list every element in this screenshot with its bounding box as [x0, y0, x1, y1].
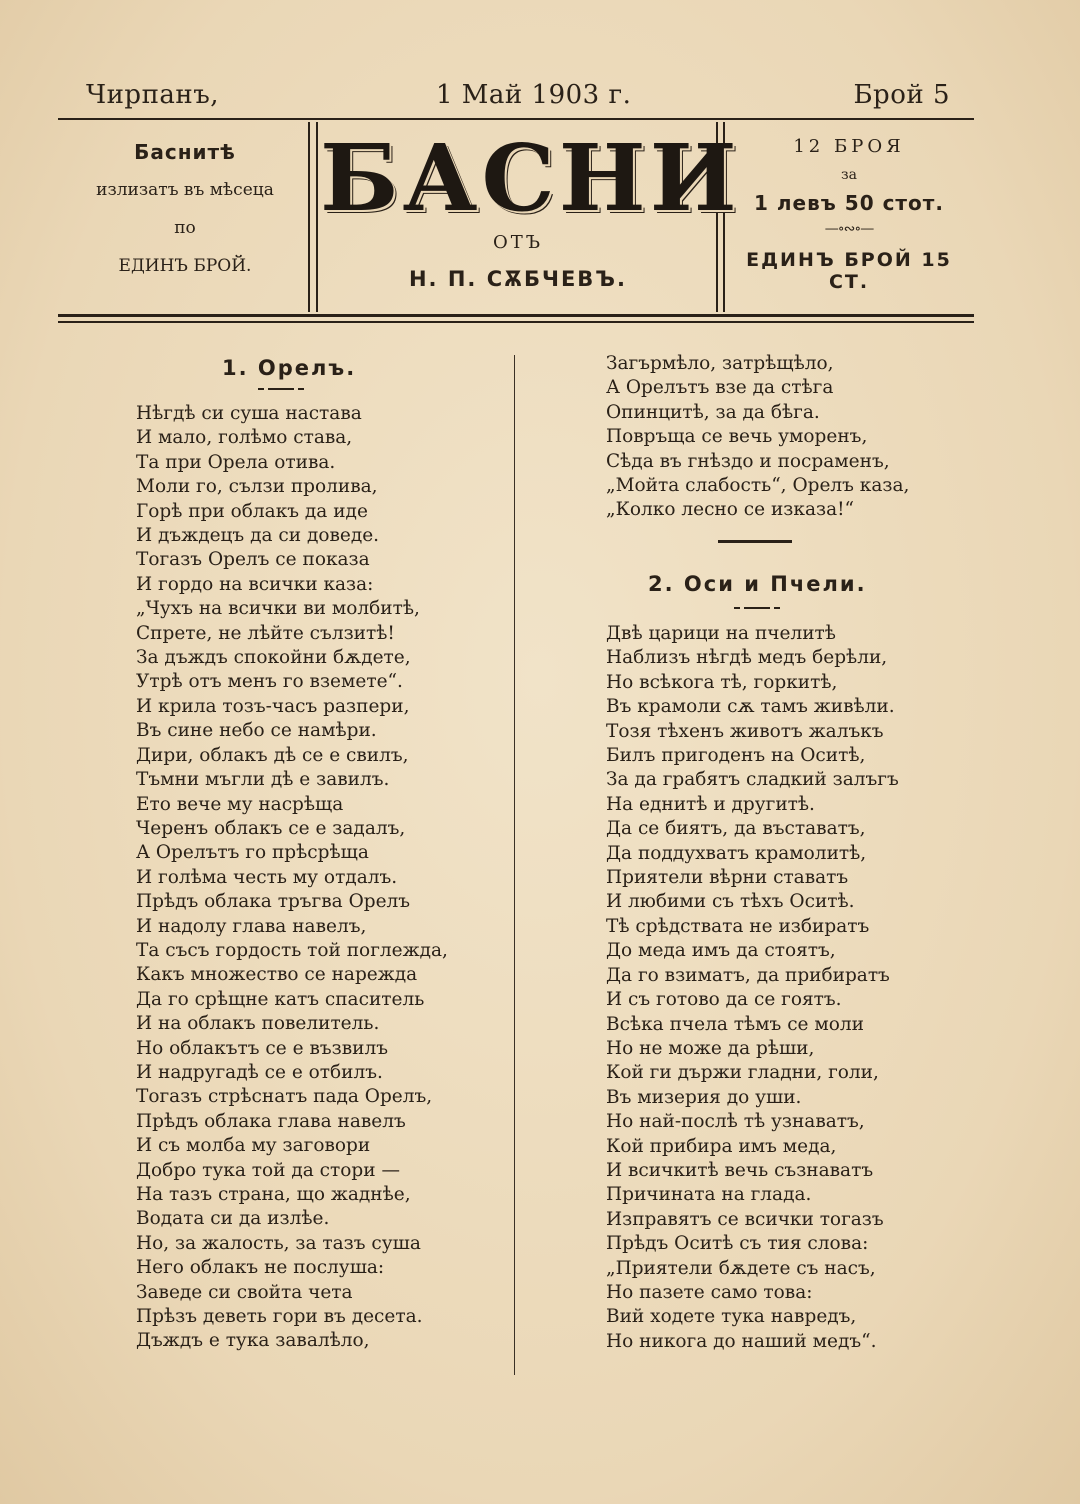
- date-label: 1 Май 1903 г.: [436, 80, 632, 110]
- verse-line: И съ молба му заговори: [136, 1135, 371, 1157]
- verse-line: И съ готово да се гоятъ.: [606, 989, 842, 1011]
- verse-line: Сѣда въ гнѣздо и посраменъ,: [606, 450, 890, 472]
- verse-line: А Орелътъ взе да стѣга: [606, 377, 834, 399]
- verse-line: Да поддухватъ крамолитѣ,: [606, 842, 867, 864]
- publication-info: [62, 140, 308, 276]
- verse-line: Него облакъ не послуша:: [136, 1257, 385, 1279]
- column-divider: [514, 355, 515, 1375]
- verse-line: До меда имъ да стоятъ,: [606, 940, 836, 962]
- verse-line: И крила тозъ-часъ разпери,: [136, 695, 410, 717]
- fable-title: 2. Оси и Пчели.: [648, 572, 867, 596]
- verse-line: Ето вече му насрѣща: [136, 793, 344, 815]
- verse-line: Но никога до наший медъ“.: [606, 1330, 877, 1352]
- newspaper-title: БАСНИ: [320, 124, 741, 232]
- verse-line: На еднитѣ и другитѣ.: [606, 793, 815, 815]
- verse-line: Кой прибира имъ меда,: [606, 1135, 837, 1157]
- verse-line: Въ крамоли сѫ тамъ живѣли.: [606, 696, 895, 718]
- verse-line: Спрете, не лѣйте сълзитѣ!: [136, 622, 395, 644]
- verse-line: Но облакътъ се е възвилъ: [136, 1037, 388, 1059]
- verse-line: Прѣзъ деветь гори въ десета.: [136, 1306, 423, 1328]
- verse-line: Да се биятъ, да въставатъ,: [606, 818, 866, 840]
- verse-line: Да го срѣщне катъ спаситель: [136, 988, 425, 1010]
- price-info: [726, 136, 972, 293]
- title-dash: [744, 607, 770, 609]
- price-info-line: ЕДИНЪ БРОЙ 15 СТ.: [746, 249, 952, 293]
- verse-line: Прѣдъ Оситѣ съ тия слова:: [606, 1233, 869, 1255]
- verse-line: Да го взиматъ, да прибиратъ: [606, 964, 890, 986]
- price-info-line: 12 БРОЯ: [793, 136, 905, 157]
- publication-info-line: излизатъ въ мѣсеца: [96, 180, 274, 200]
- masthead-bottom-rule: [58, 314, 974, 323]
- verse-line: И дъждецъ да си доведе.: [136, 525, 380, 547]
- verse-line: Моли го, сълзи пролива,: [136, 476, 378, 498]
- verse-line: Нѣгдѣ си суша настава: [136, 403, 362, 424]
- verse-line: Но, за жалость, за тазъ суша: [136, 1232, 421, 1254]
- verse-line: Тъмни мъгли дѣ е завилъ.: [136, 769, 390, 791]
- verse-line: Прѣдъ облака глава навелъ: [136, 1110, 406, 1132]
- verse-line: Горѣ при облакъ да иде: [136, 500, 368, 522]
- verse-line: И гордо на всички каза:: [136, 573, 374, 595]
- from-label: ОТЪ: [492, 232, 544, 253]
- issue-label: Брой 5: [853, 80, 950, 110]
- verse-line: „Приятели бѫдете съ насъ,: [606, 1257, 876, 1279]
- verse-line: Дъждъ е тука завалѣло,: [136, 1330, 370, 1352]
- verse-line: Заведе си свойта чета: [136, 1281, 353, 1303]
- verse-line: Тогазъ Орелъ се показа: [136, 549, 370, 571]
- verse-line: Загърмѣло, затрѣщѣло,: [606, 353, 834, 374]
- author-name: Н. П. СѪБЧЕВЪ.: [408, 267, 628, 291]
- price-info-line: 1 левъ 50 стот.: [754, 191, 944, 215]
- verse-line: Въ мизерия до уши.: [606, 1086, 802, 1108]
- publication-info-line: ЕДИНЪ БРОЙ.: [118, 256, 252, 276]
- fable-text-column: [606, 352, 956, 523]
- verse-line: Изправятъ се всички тогазъ: [606, 1208, 884, 1230]
- price-info-line: за: [841, 167, 857, 183]
- verse-line: „Чухъ на всички ви молбитѣ,: [136, 598, 420, 620]
- fable-end-rule: [718, 540, 792, 543]
- verse-line: Та съсъ гордость той поглежда,: [136, 939, 448, 961]
- verse-line: Тѣ срѣдствата не избиратъ: [606, 915, 870, 937]
- verse-line: Прѣдъ облака тръгва Орелъ: [136, 891, 411, 913]
- verse-line: За дъждъ спокойни бѫдете,: [136, 647, 411, 669]
- fable-title: 1. Орелъ.: [222, 356, 357, 380]
- verse-line: Какъ множество се нарежда: [136, 964, 418, 986]
- verse-line: Билъ пригоденъ на Оситѣ,: [606, 745, 866, 767]
- verse-line: И всичкитѣ вечь съзнаватъ: [606, 1159, 874, 1181]
- verse-line: За да грабятъ сладкий залъгъ: [606, 769, 899, 791]
- fable-text-column: [136, 402, 506, 1354]
- verse-line: Приятели вѣрни ставатъ: [606, 867, 849, 889]
- verse-line: Черенъ облакъ се е задалъ,: [136, 817, 406, 839]
- verse-line: И мало, голѣмо става,: [136, 427, 353, 449]
- verse-line: „Мойта слабость“, Орелъ каза,: [606, 475, 910, 497]
- verse-line: Опинцитѣ, за да бѣга.: [606, 401, 820, 423]
- verse-line: Тозя тѣхенъ животъ жалъкъ: [606, 720, 884, 742]
- verse-line: Утрѣ отъ менъ го вземете“.: [136, 671, 403, 693]
- verse-line: „Колко лесно се изказа!“: [606, 499, 854, 521]
- title-dash: [268, 388, 294, 390]
- verse-line: И голѣма честь му отдалъ.: [136, 866, 398, 888]
- masthead-title-block: [320, 124, 741, 291]
- verse-line: Та при Орела отива.: [136, 451, 336, 473]
- verse-line: Наблизъ нѣгдѣ медъ берѣли,: [606, 647, 888, 669]
- verse-line: И надолу глава навелъ,: [136, 915, 367, 937]
- verse-line: Тогазъ стрѣснатъ пада Орелъ,: [136, 1086, 433, 1108]
- verse-line: Вий ходете тука навредъ,: [606, 1306, 857, 1328]
- ornament-divider: —∘∾∘—: [824, 221, 874, 237]
- verse-line: Двѣ царици на пчелитѣ: [606, 623, 836, 644]
- verse-line: На тазъ страна, що жаднѣе,: [136, 1184, 411, 1205]
- verse-line: Но не може да рѣши,: [606, 1037, 815, 1059]
- masthead-divider: [316, 122, 318, 312]
- verse-line: Но най-послѣ тѣ узнаватъ,: [606, 1111, 865, 1133]
- verse-line: Дири, облакъ дѣ се е свилъ,: [136, 744, 409, 766]
- verse-line: Но всѣкога тѣ, горкитѣ,: [606, 671, 838, 693]
- masthead-divider: [308, 122, 310, 312]
- verse-line: Кой ги държи гладни, голи,: [606, 1062, 879, 1084]
- verse-line: Въ сине небо се намѣри.: [136, 720, 377, 742]
- publication-info-line: Баснитѣ: [134, 140, 236, 164]
- verse-line: Но пазете само това:: [606, 1281, 813, 1303]
- verse-line: Водата си да излѣе.: [136, 1208, 330, 1230]
- verse-line: И на облакъ повелитель.: [136, 1013, 380, 1035]
- verse-line: Повръща се вечь уморенъ,: [606, 426, 868, 448]
- verse-line: Причината на глада.: [606, 1184, 812, 1206]
- verse-line: Добро тука той да стори —: [136, 1159, 400, 1181]
- verse-line: И любими съ тѣхъ Оситѣ.: [606, 891, 855, 913]
- verse-line: И надругадѣ се е отбилъ.: [136, 1061, 383, 1083]
- verse-line: Всѣка пчела тѣмъ се моли: [606, 1013, 864, 1035]
- place-label: Чирпанъ,: [86, 80, 220, 110]
- verse-line: А Орелътъ го прѣсрѣща: [136, 842, 369, 864]
- fable-text-column: [606, 622, 956, 1354]
- publication-info-line: по: [174, 218, 196, 238]
